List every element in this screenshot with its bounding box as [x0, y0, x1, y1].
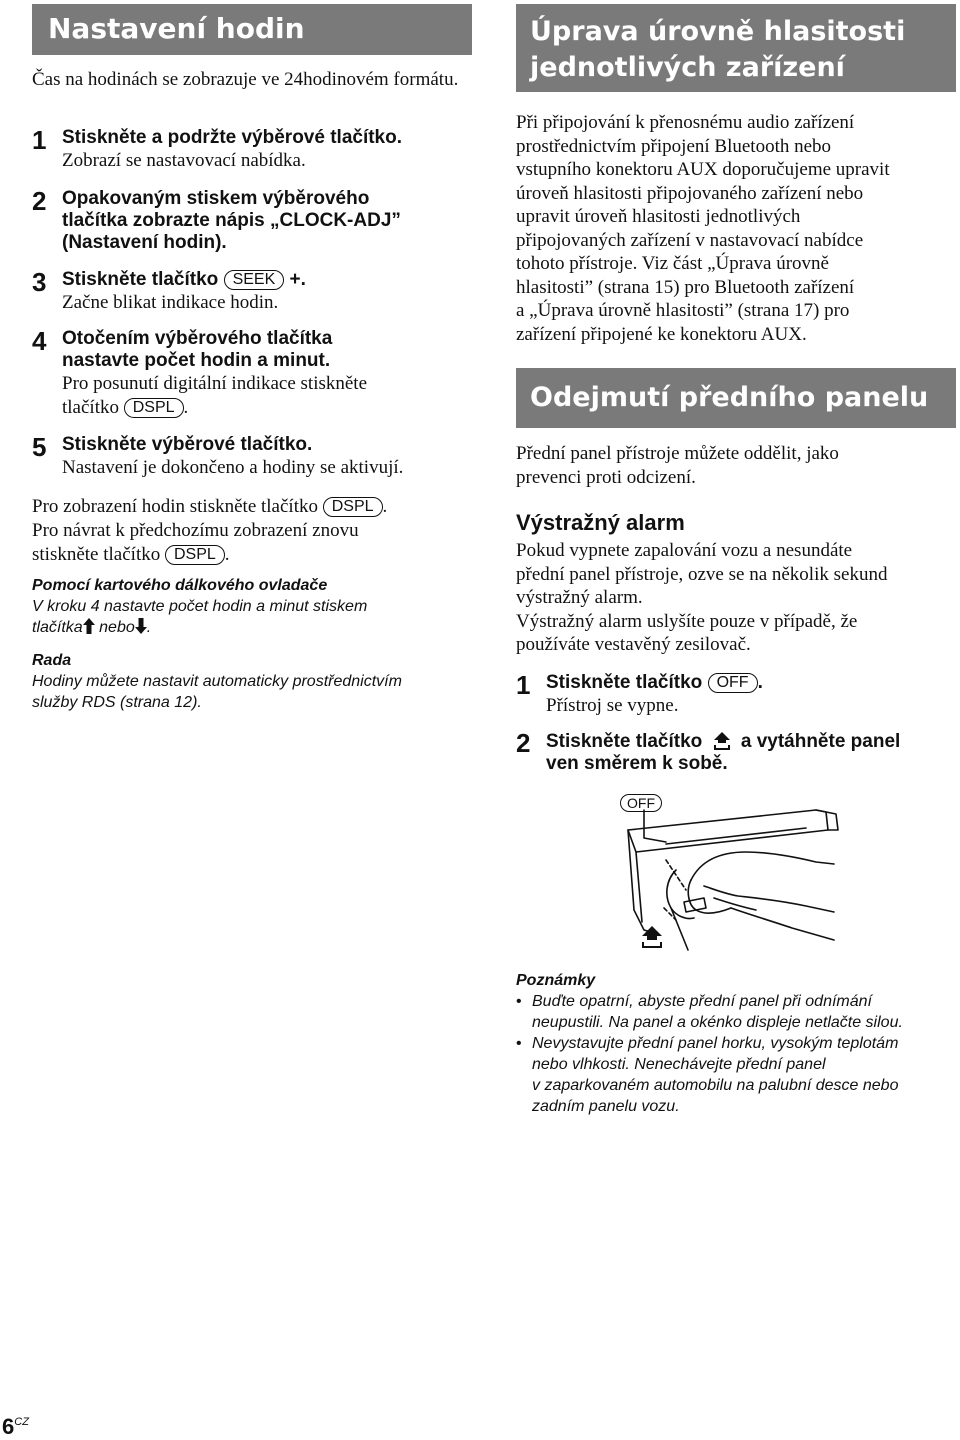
paragraph-line: úroveň hlasitosti připojovaného zařízení nebo — [516, 182, 864, 204]
tip-note — [32, 650, 472, 713]
remote-control-note — [32, 575, 472, 638]
step-detail-line: Pro posunutí digitální indikace stiskněte — [62, 373, 368, 394]
clock-step-2 — [32, 188, 472, 254]
dspl-button-label: DSPL — [124, 398, 184, 418]
panel-paragraph — [516, 442, 956, 489]
clock-step-3 — [32, 269, 472, 315]
step-detail-text: tlačítko — [62, 396, 119, 418]
volume-paragraph — [516, 111, 956, 346]
step-number: 1 — [516, 670, 531, 700]
paragraph-line: používáte vestavěný zesilovač. — [516, 634, 751, 655]
step-heading — [546, 672, 956, 694]
page-language: CZ — [14, 1416, 29, 1428]
step-detail-line — [62, 396, 472, 420]
remote-note-line: V kroku 4 nastavte počet hodin a minut stiskem — [32, 598, 368, 615]
release-icon — [712, 730, 732, 750]
paragraph-line: tohoto přístroje. Viz část „Úprava úrovně — [516, 253, 829, 274]
paragraph-line: vstupního konektoru AUX doporučujeme upravit — [516, 159, 890, 180]
heading-line: Úprava úrovně hlasitosti — [530, 16, 906, 47]
panel-removal-drawing — [516, 790, 956, 960]
step-detail: Zobrazí se nastavovací nabídka. — [62, 150, 306, 171]
step-detail: Přístroj se vypne. — [546, 695, 679, 716]
tip-title: Rada — [32, 652, 72, 669]
note-line: • Buďte opatrní, abyste přední panel při odnímání — [532, 993, 872, 1010]
note-item — [516, 1033, 956, 1117]
clock-step-4 — [32, 328, 472, 419]
display-clock-pre: Pro zobrazení hodin stiskněte tlačítko — [32, 496, 318, 517]
notes-title: Poznámky — [516, 972, 596, 989]
note-line: v zaparkovaném automobilu na palubní desce nebo — [532, 1077, 899, 1094]
remote-note-post: . — [146, 619, 152, 636]
paragraph-line: prostřednictvím připojení Bluetooth nebo — [516, 135, 832, 157]
paragraph-line: Výstražný alarm uslyšíte pouze v případě, že — [516, 610, 858, 632]
paragraph-line: prevenci proti odcizení. — [516, 466, 696, 488]
return-display-line — [32, 543, 472, 567]
clock-intro: Čas na hodinách se zobrazuje ve 24hodinovém formátu. — [32, 69, 459, 90]
step-number: 1 — [32, 125, 47, 155]
paragraph-line: Přední panel přístroje můžete oddělit, jako — [516, 443, 839, 464]
dspl-button-label: DSPL — [165, 545, 225, 565]
tip-line: služby RDS (strana 12). — [32, 694, 202, 711]
paragraph-line: hlasitosti” (strana 15) pro Bluetooth zařízení — [516, 276, 855, 298]
panel-step-2 — [516, 730, 956, 775]
arrow-down-icon — [135, 618, 147, 634]
clock-step-1 — [32, 127, 472, 173]
paragraph-line: výstražný alarm. — [516, 587, 643, 608]
step-heading-line: nastavte počet hodin a minut. — [62, 350, 331, 371]
step-detail: Nastavení je dokončeno a hodiny se aktivují. — [62, 457, 404, 478]
return-display-text — [32, 519, 472, 566]
paragraph-line: Při připojování k přenosnému audio zařízení — [516, 112, 855, 133]
display-clock-text — [32, 495, 472, 519]
remote-note-mid: nebo — [99, 619, 135, 636]
step-heading-line — [546, 730, 956, 753]
seek-button-label: SEEK — [224, 270, 285, 290]
paragraph-line: zařízení připojené ke konektoru AUX. — [516, 323, 807, 345]
step-heading-suffix: . — [757, 672, 763, 693]
paragraph-line: přední panel přístroje, ozve se na několik sekund — [516, 563, 888, 585]
step-number: 2 — [32, 186, 47, 216]
step-heading-suffix: a vytáhněte panel — [740, 731, 901, 752]
panel-step-1 — [516, 672, 956, 718]
section-heading-volume — [516, 4, 956, 92]
clock-step-5 — [32, 434, 472, 480]
tip-line: Hodiny můžete nastavit automaticky prostřednictvím — [32, 673, 402, 690]
notes-section — [516, 970, 956, 1117]
step-number: 4 — [32, 326, 47, 356]
alarm-heading: Výstražný alarm — [516, 510, 685, 535]
off-button-label: OFF — [620, 794, 662, 812]
step-heading — [62, 269, 472, 291]
return-display-pre: stiskněte tlačítko — [32, 543, 161, 565]
off-button-label: OFF — [708, 673, 758, 693]
step-heading-text: Stiskněte tlačítko — [546, 731, 703, 752]
step-number: 3 — [32, 267, 47, 297]
step-heading-line: Opakovaným stiskem výběrového — [62, 188, 370, 209]
note-line: zadním panelu vozu. — [532, 1098, 680, 1115]
display-clock-post: . — [382, 496, 388, 517]
step-heading-line: ven směrem k sobě. — [546, 753, 728, 774]
step-heading-line: tlačítka zobrazte nápis „CLOCK-ADJ” — [62, 210, 401, 231]
note-line: nebo vlhkosti. Nenechávejte přední panel — [532, 1056, 826, 1073]
paragraph-line: připojovaných zařízení v nastavovací nabídce — [516, 229, 864, 251]
section-heading-clock: Nastavení hodin — [32, 4, 472, 55]
release-icon-figure — [642, 926, 662, 947]
paragraph-line: a „Úprava úrovně hlasitosti” (strana 17) pro — [516, 300, 850, 321]
step-heading: Stiskněte výběrové tlačítko. — [62, 434, 313, 455]
step-number: 2 — [516, 728, 531, 758]
step-heading: Stiskněte a podržte výběrové tlačítko. — [62, 127, 403, 148]
dspl-button-label: DSPL — [323, 497, 383, 517]
remote-note-pre: tlačítka — [32, 619, 83, 636]
note-line: • Nevystavujte přední panel horku, vysokým teplotám — [532, 1035, 899, 1052]
note-item — [516, 991, 956, 1033]
paragraph-line: Pokud vypnete zapalování vozu a nesundáte — [516, 540, 853, 561]
heading-line: jednotlivých zařízení — [530, 52, 845, 83]
return-display-line: Pro návrat k předchozímu zobrazení znovu — [32, 520, 359, 541]
return-display-post: . — [224, 543, 230, 565]
step-detail: Začne blikat indikace hodin. — [62, 292, 279, 313]
alarm-paragraph — [516, 539, 956, 657]
paragraph-line: upravit úroveň hlasitosti jednotlivých — [516, 206, 801, 227]
remote-note-line — [32, 617, 472, 638]
arrow-up-icon — [83, 618, 95, 634]
panel-removal-illustration — [516, 790, 956, 960]
step-detail-suffix: . — [183, 396, 189, 418]
page-number — [2, 1414, 29, 1440]
step-heading-suffix: +. — [289, 269, 306, 290]
step-heading-text: Stiskněte tlačítko — [546, 672, 703, 693]
page-number-value: 6 — [2, 1414, 15, 1439]
step-heading-text: Stiskněte tlačítko — [62, 269, 219, 290]
remote-note-title: Pomocí kartového dálkového ovladače — [32, 577, 328, 594]
section-heading-panel: Odejmutí předního panelu — [516, 368, 956, 428]
step-heading-line: Otočením výběrového tlačítka — [62, 328, 333, 349]
step-number: 5 — [32, 432, 47, 462]
step-heading-line: (Nastavení hodin). — [62, 232, 227, 253]
note-line: neupustili. Na panel a okénko displeje netlačte silou. — [532, 1014, 903, 1031]
